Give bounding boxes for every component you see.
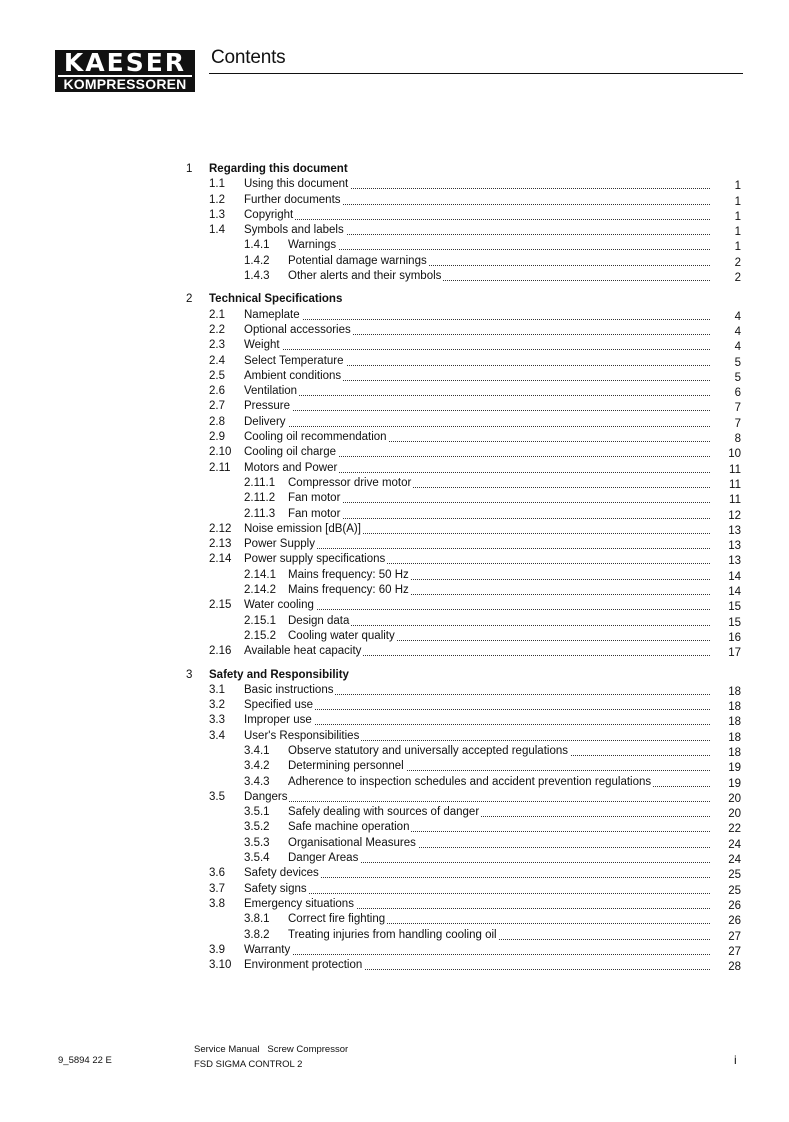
toc-entry[interactable] <box>0 254 789 269</box>
toc-entry-number: 2.12 <box>209 522 232 535</box>
toc-dot-leader <box>244 893 710 894</box>
toc-page-number: 20 <box>728 792 741 805</box>
toc-entry-number: 1.4.3 <box>244 270 270 283</box>
toc-page-number: 11 <box>729 463 741 476</box>
toc-dot-leader <box>288 502 710 503</box>
toc-entry[interactable] <box>0 461 789 476</box>
toc-entry-number: 3.8 <box>209 897 225 910</box>
toc-entry-number: 3.9 <box>209 943 225 956</box>
toc-entry-title: Warnings <box>288 238 338 253</box>
toc-entry-title: Potential damage warnings <box>288 254 429 269</box>
toc-entry[interactable] <box>0 223 789 238</box>
toc-entry-number: 2.5 <box>209 369 225 382</box>
toc-dot-leader <box>244 319 710 320</box>
toc-page-number: 5 <box>734 371 741 384</box>
toc-entry[interactable] <box>0 238 789 253</box>
toc-entry[interactable] <box>0 476 789 491</box>
toc-entry-title: Determining personnel <box>288 759 406 774</box>
toc-entry-number: 3.8.1 <box>244 913 270 926</box>
toc-page-number: 1 <box>734 241 741 254</box>
toc-entry-number: 1 <box>186 163 193 175</box>
toc-entry-number: 3.4.2 <box>244 760 270 773</box>
toc-entry-number: 2.14.1 <box>244 568 276 581</box>
toc-entry-number: 3.5.1 <box>244 806 270 819</box>
toc-entry[interactable] <box>0 384 789 399</box>
toc-page-number: 1 <box>734 180 741 193</box>
footer-manual-info <box>194 1042 348 1072</box>
table-of-contents <box>0 162 789 973</box>
toc-entry[interactable] <box>0 583 789 598</box>
toc-entry[interactable] <box>0 928 789 943</box>
toc-entry-title: Mains frequency: 50 Hz <box>288 568 411 583</box>
toc-entry[interactable] <box>0 836 789 851</box>
toc-entry[interactable] <box>0 805 789 820</box>
toc-page-number: 6 <box>734 387 741 400</box>
toc-page-number: 8 <box>734 433 741 446</box>
toc-entry[interactable] <box>0 537 789 552</box>
toc-entry-number: 2.4 <box>209 354 225 367</box>
toc-entry-number: 2.15.1 <box>244 614 276 627</box>
toc-entry-number: 2.11 <box>209 461 231 474</box>
toc-entry-title: Regarding this document <box>209 162 350 177</box>
toc-entry[interactable] <box>0 552 789 567</box>
toc-entry-title: Design data <box>288 614 351 629</box>
toc-page-number: 22 <box>728 823 741 836</box>
toc-page-number: 18 <box>728 731 741 744</box>
toc-entry-number: 2.14.2 <box>244 584 276 597</box>
toc-entry-number: 2.9 <box>209 431 225 444</box>
toc-entry-number: 3.6 <box>209 867 225 880</box>
toc-entry-title: Water cooling <box>244 598 316 613</box>
toc-entry-title: Cooling water quality <box>288 629 397 644</box>
toc-dot-leader <box>244 954 710 955</box>
toc-entry-title: Basic instructions <box>244 683 335 698</box>
toc-chapter[interactable] <box>0 292 789 307</box>
toc-entry-number: 1.4 <box>209 224 225 237</box>
toc-entry[interactable] <box>0 744 789 759</box>
toc-entry-number: 3.5.2 <box>244 821 270 834</box>
toc-entry-title: User's Responsibilities <box>244 729 361 744</box>
toc-entry[interactable] <box>0 897 789 912</box>
toc-entry-number: 3.2 <box>209 699 225 712</box>
toc-page-number: 4 <box>734 341 741 354</box>
toc-entry-number: 3.4 <box>209 729 225 742</box>
toc-page-number: 16 <box>728 631 741 644</box>
toc-entry[interactable] <box>0 882 789 897</box>
toc-entry-title: Improper use <box>244 713 314 728</box>
toc-entry-title: Dangers <box>244 790 289 805</box>
toc-page-number: 4 <box>734 310 741 323</box>
toc-page-number: 7 <box>734 417 741 430</box>
toc-entry-number: 1.3 <box>209 208 225 221</box>
toc-entry-title: Fan motor <box>288 507 342 522</box>
toc-entry-title: Delivery <box>244 415 288 430</box>
toc-entry-title: Cooling oil charge <box>244 445 338 460</box>
toc-entry-title: Safely dealing with sources of danger <box>288 805 481 820</box>
toc-entry-title: Motors and Power <box>244 461 339 476</box>
toc-entry-number: 2.11.1 <box>244 476 276 489</box>
toc-entry-title: Safe machine operation <box>288 820 411 835</box>
toc-page-number: 17 <box>728 647 741 660</box>
toc-page-number: 11 <box>729 478 741 491</box>
toc-entry[interactable] <box>0 683 789 698</box>
toc-entry-number: 3.4.1 <box>244 744 270 757</box>
toc-page-number: 5 <box>734 356 741 369</box>
toc-entry-title: Organisational Measures <box>288 836 418 851</box>
toc-entry-title: Emergency situations <box>244 897 356 912</box>
toc-page-number: 14 <box>728 570 741 583</box>
toc-entry-title: Select Temperature <box>244 354 346 369</box>
toc-page-number: 19 <box>728 762 741 775</box>
toc-entry[interactable] <box>0 308 789 323</box>
toc-dot-leader <box>244 349 710 350</box>
toc-dot-leader <box>244 426 710 427</box>
toc-page-number: 1 <box>734 210 741 223</box>
toc-entry-title: Safety signs <box>244 882 309 897</box>
toc-entry-number: 3.4.3 <box>244 775 270 788</box>
toc-chapter[interactable] <box>0 668 789 683</box>
toc-entry-title: Further documents <box>244 193 343 208</box>
toc-page-number: 18 <box>728 701 741 714</box>
toc-entry-number: 2.6 <box>209 385 225 398</box>
toc-page-number: 13 <box>728 540 741 553</box>
toc-entry-number: 1.2 <box>209 193 225 206</box>
toc-entry-number: 3.7 <box>209 882 225 895</box>
toc-page-number: 25 <box>728 869 741 882</box>
toc-entry[interactable] <box>0 507 789 522</box>
toc-page-number: 27 <box>728 930 741 943</box>
toc-entry-number: 2.7 <box>209 400 225 413</box>
toc-entry[interactable] <box>0 177 789 192</box>
toc-entry-number: 2.10 <box>209 446 232 459</box>
logo-brand: KAESER <box>63 50 187 77</box>
toc-entry-title: Safety and Responsibility <box>209 668 351 683</box>
toc-entry-number: 2.2 <box>209 323 225 336</box>
toc-page-number: 28 <box>728 961 741 974</box>
toc-entry[interactable] <box>0 644 789 659</box>
toc-entry-title: Symbols and labels <box>244 223 346 238</box>
toc-page-number: 10 <box>728 448 741 461</box>
toc-page-number: 13 <box>728 555 741 568</box>
toc-entry-title: Power Supply <box>244 537 317 552</box>
toc-entry[interactable] <box>0 759 789 774</box>
toc-entry-number: 2 <box>186 293 193 306</box>
toc-entry-number: 2.13 <box>209 538 232 551</box>
footer-model: FSD SIGMA CONTROL 2 <box>194 1059 303 1070</box>
toc-entry-number: 3.10 <box>209 959 232 972</box>
toc-entry-title: Other alerts and their symbols <box>288 269 443 284</box>
toc-entry[interactable] <box>0 193 789 208</box>
toc-chapter[interactable] <box>0 162 789 177</box>
toc-entry[interactable] <box>0 851 789 866</box>
toc-page-number: 13 <box>728 524 741 537</box>
toc-entry-title: Warranty <box>244 943 292 958</box>
toc-entry-title: Power supply specifications <box>244 552 387 567</box>
document-number: 9_5894 22 E <box>58 1055 112 1066</box>
toc-entry[interactable] <box>0 369 789 384</box>
toc-entry-number: 2.16 <box>209 645 232 658</box>
toc-entry[interactable] <box>0 415 789 430</box>
toc-entry-title: Environment protection <box>244 958 364 973</box>
logo-subtitle: KOMPRESSOREN <box>58 75 192 92</box>
toc-entry[interactable] <box>0 713 789 728</box>
toc-entry-number: 1.1 <box>209 178 225 191</box>
toc-entry-number: 3.1 <box>209 683 225 696</box>
toc-entry-title: Pressure <box>244 399 292 414</box>
toc-entry[interactable] <box>0 491 789 506</box>
toc-entry[interactable] <box>0 598 789 613</box>
toc-entry[interactable] <box>0 430 789 445</box>
toc-dot-leader <box>244 724 710 725</box>
toc-entry-title: Fan motor <box>288 491 342 506</box>
toc-page-number: 11 <box>729 494 741 507</box>
toc-entry-number: 2.3 <box>209 339 225 352</box>
kaeser-logo <box>55 50 195 92</box>
toc-entry-number: 2.8 <box>209 415 225 428</box>
footer-manual-type: Service Manual Screw Compressor <box>194 1044 349 1055</box>
toc-entry[interactable] <box>0 445 789 460</box>
toc-entry-number: 3.5.3 <box>244 836 270 849</box>
toc-entry[interactable] <box>0 775 789 790</box>
toc-page-number: 1 <box>734 195 741 208</box>
toc-entry[interactable] <box>0 698 789 713</box>
toc-page-number: 12 <box>728 509 741 522</box>
toc-entry[interactable] <box>0 354 789 369</box>
toc-entry-title: Treating injuries from handling cooling oil <box>288 928 499 943</box>
toc-page-number: 7 <box>734 402 741 415</box>
toc-page-number: 15 <box>728 616 741 629</box>
toc-entry-title: Danger Areas <box>288 851 360 866</box>
toc-dot-leader <box>244 410 710 411</box>
toc-entry-title: Optional accessories <box>244 323 353 338</box>
toc-page-number: 18 <box>728 746 741 759</box>
toc-entry[interactable] <box>0 820 789 835</box>
toc-entry-title: Nameplate <box>244 308 302 323</box>
toc-page-number: 2 <box>734 256 741 269</box>
toc-page-number: 26 <box>728 899 741 912</box>
toc-entry-number: 2.15 <box>209 599 232 612</box>
toc-entry-number: 1.4.1 <box>244 239 270 252</box>
toc-page-number: 4 <box>734 325 741 338</box>
toc-entry-number: 2.11.3 <box>244 507 276 520</box>
toc-entry-title: Adherence to inspection schedules and accident prevention regulations <box>288 775 653 790</box>
toc-page-number: 24 <box>728 838 741 851</box>
toc-entry-title: Weight <box>244 338 282 353</box>
toc-entry[interactable] <box>0 399 789 414</box>
toc-entry[interactable] <box>0 943 789 958</box>
toc-dot-leader <box>244 801 710 802</box>
toc-page-number: 24 <box>728 854 741 867</box>
toc-dot-leader <box>288 249 710 250</box>
toc-entry-title: Specified use <box>244 698 315 713</box>
toc-page-number: 26 <box>728 915 741 928</box>
toc-entry-number: 3.3 <box>209 714 225 727</box>
toc-entry-number: 3 <box>186 668 193 681</box>
toc-entry-number: 3.5.4 <box>244 852 270 865</box>
toc-entry-number: 3.5 <box>209 790 225 803</box>
toc-page-number: 2 <box>734 272 741 285</box>
toc-dot-leader <box>244 219 710 220</box>
toc-entry-title: Available heat capacity <box>244 644 363 659</box>
toc-page-number: 15 <box>728 601 741 614</box>
toc-entry[interactable] <box>0 568 789 583</box>
toc-entry-title: Correct fire fighting <box>288 912 387 927</box>
toc-entry[interactable] <box>0 614 789 629</box>
toc-entry[interactable] <box>0 522 789 537</box>
toc-entry-number: 2.15.2 <box>244 629 276 642</box>
toc-entry-title: Copyright <box>244 208 295 223</box>
toc-entry-title: Mains frequency: 60 Hz <box>288 583 411 598</box>
toc-entry-title: Compressor drive motor <box>288 476 413 491</box>
toc-entry[interactable] <box>0 323 789 338</box>
toc-page-number: 27 <box>728 945 741 958</box>
toc-entry[interactable] <box>0 269 789 284</box>
toc-entry[interactable] <box>0 338 789 353</box>
toc-dot-leader <box>288 518 710 519</box>
toc-entry[interactable] <box>0 912 789 927</box>
toc-entry-title: Observe statutory and universally accepted regulations <box>288 744 570 759</box>
toc-entry[interactable] <box>0 729 789 744</box>
header-rule <box>209 73 743 74</box>
toc-entry-number: 2.1 <box>209 308 225 321</box>
toc-entry-number: 1.4.2 <box>244 254 270 267</box>
toc-entry-number: 3.8.2 <box>244 928 270 941</box>
toc-page-number: 14 <box>728 586 741 599</box>
toc-entry-title: Safety devices <box>244 866 321 881</box>
toc-entry-title: Ventilation <box>244 384 299 399</box>
toc-entry-number: 2.11.2 <box>244 492 276 505</box>
toc-entry-title: Using this document <box>244 177 350 192</box>
toc-entry-number: 2.14 <box>209 553 232 566</box>
toc-page-number: 1 <box>734 226 741 239</box>
toc-entry[interactable] <box>0 790 789 805</box>
toc-page-number: 18 <box>728 716 741 729</box>
toc-entry[interactable] <box>0 208 789 223</box>
toc-entry[interactable] <box>0 958 789 973</box>
toc-page-number: 19 <box>728 777 741 790</box>
toc-page-number: 18 <box>728 685 741 698</box>
toc-entry[interactable] <box>0 866 789 881</box>
toc-entry-title: Technical Specifications <box>209 292 344 307</box>
toc-page-number: 25 <box>728 884 741 897</box>
toc-entry-title: Ambient conditions <box>244 369 343 384</box>
toc-page-number: 20 <box>728 808 741 821</box>
page-title: Contents <box>211 47 286 68</box>
toc-entry-title: Noise emission [dB(A)] <box>244 522 363 537</box>
toc-dot-leader <box>244 395 710 396</box>
footer-page-number: i <box>734 1053 737 1067</box>
toc-entry-title: Cooling oil recommendation <box>244 430 389 445</box>
toc-entry[interactable] <box>0 629 789 644</box>
